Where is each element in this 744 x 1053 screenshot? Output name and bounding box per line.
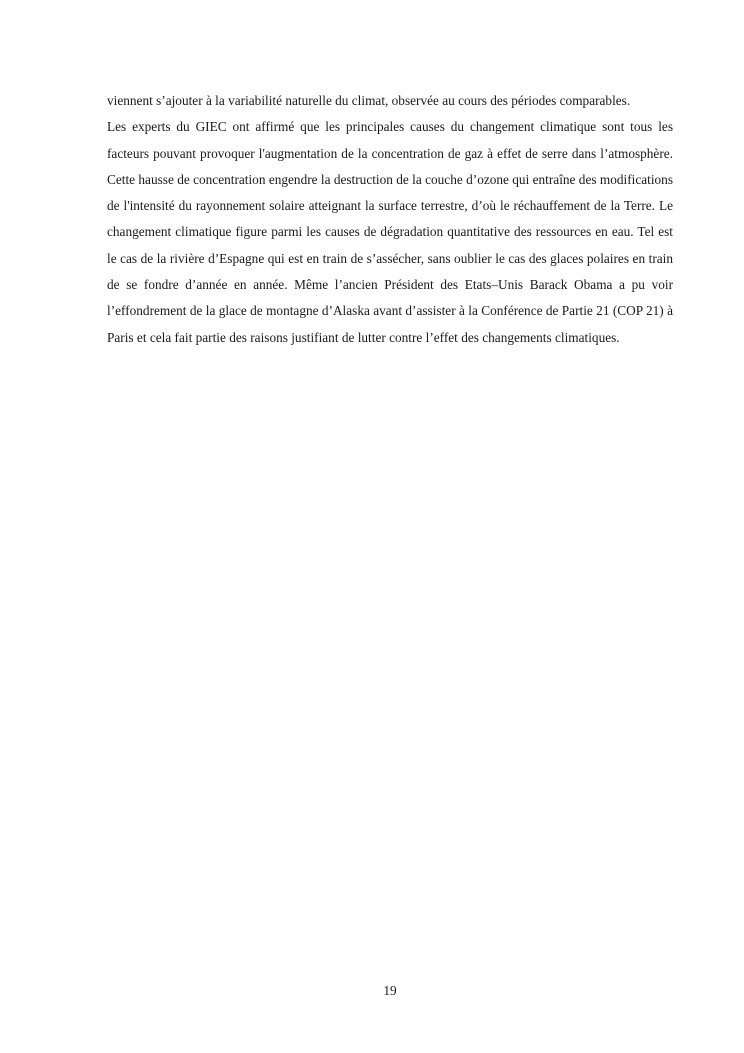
paragraph-continuation: viennent s’ajouter à la variabilité naturelle du climat, observée au cours des périodes comparables. [107, 93, 631, 108]
page-number: 19 [383, 983, 397, 998]
body-text [107, 88, 673, 351]
paragraph-giec-causes: Les experts du GIEC ont affirmé que les principales causes du changement climatique sont tous les facteurs pouvant provoquer l'augmentation de la concentration de gaz à effet de serre dans l’atmosphère. Cette hausse de concentration engendre la destruction de la couche d’ozone qui entraîne des modifications de l'intensité du rayonnement solaire atteignant la surface terrestre, d’où le réchauffement de la Terre. Le changement climatique figure parmi les causes de dégradation quantitative des ressources en eau. Tel est le cas de la rivière d’Espagne qui est en train de s’assécher, sans oublier le cas des glaces polaires en train de se fondre d’année en année. Même l’ancien Président des Etats–Unis Barack Obama a pu voir l’effondrement de la glace de montagne d’Alaska avant d’assister à la Conférence de Partie 21 (COP 21) à Paris et cela fait partie des raisons justifiant de lutter contre l’effet des changements climatiques. [107, 119, 673, 345]
